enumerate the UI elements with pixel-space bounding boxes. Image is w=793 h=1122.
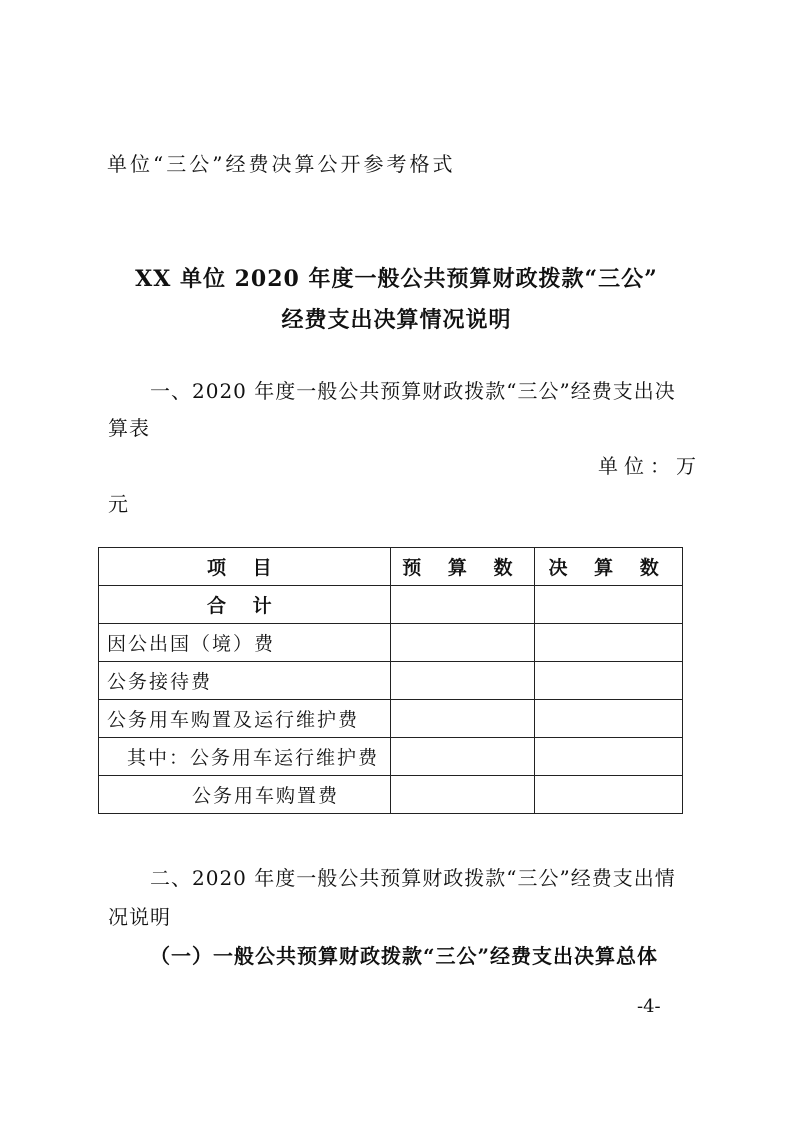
row-label-vehicle-purchase: 公务用车购置费 [99, 776, 391, 814]
row-budget-cell [390, 624, 535, 662]
row-final-cell [535, 662, 683, 700]
header-final: 决 算 数 [535, 548, 683, 586]
section2-heading-line-2: 况说明 [108, 905, 171, 929]
row-final-cell [535, 624, 683, 662]
row-label-total: 合 计 [99, 586, 391, 624]
row-budget-cell [390, 700, 535, 738]
row-label-reception: 公务接待费 [99, 662, 391, 700]
unit-label-line-1: 单位：万 [598, 454, 702, 478]
row-budget-cell [390, 586, 535, 624]
header-item: 项 目 [99, 548, 391, 586]
section2-sub-heading: （一）一般公共预算财政拨款“三公”经费支出决算总体 [150, 944, 659, 968]
table-row [99, 662, 683, 700]
header-budget: 预 算 数 [390, 548, 535, 586]
unit-label-line-2: 元 [108, 492, 134, 516]
table-header-row [99, 548, 683, 586]
row-final-cell [535, 738, 683, 776]
row-final-cell [535, 776, 683, 814]
row-final-cell [535, 700, 683, 738]
table-row [99, 624, 683, 662]
document-title-line-1: XX 单位 2020 年度一般公共预算财政拨款“三公” [135, 266, 658, 292]
table-row [99, 738, 683, 776]
section1-heading-line-2: 算表 [108, 416, 150, 440]
reference-format-heading: 单位“三公”经费决算公开参考格式 [107, 152, 456, 176]
row-budget-cell [390, 738, 535, 776]
table-row [99, 776, 683, 814]
table-row [99, 700, 683, 738]
page-number: -4- [637, 996, 661, 1017]
section2-heading-line-1: 二、2020 年度一般公共预算财政拨款“三公”经费支出情 [150, 866, 676, 890]
row-budget-cell [390, 662, 535, 700]
row-final-cell [535, 586, 683, 624]
row-budget-cell [390, 776, 535, 814]
row-label-vehicle-total: 公务用车购置及运行维护费 [99, 700, 391, 738]
table-row [99, 586, 683, 624]
row-label-overseas: 因公出国（境）费 [99, 624, 391, 662]
row-label-vehicle-maintenance: 其中：公务用车运行维护费 [99, 738, 391, 776]
section1-heading-line-1: 一、2020 年度一般公共预算财政拨款“三公”经费支出决 [150, 379, 676, 403]
document-title-line-2: 经费支出决算情况说明 [281, 307, 512, 333]
three-public-expenses-table [98, 547, 683, 814]
